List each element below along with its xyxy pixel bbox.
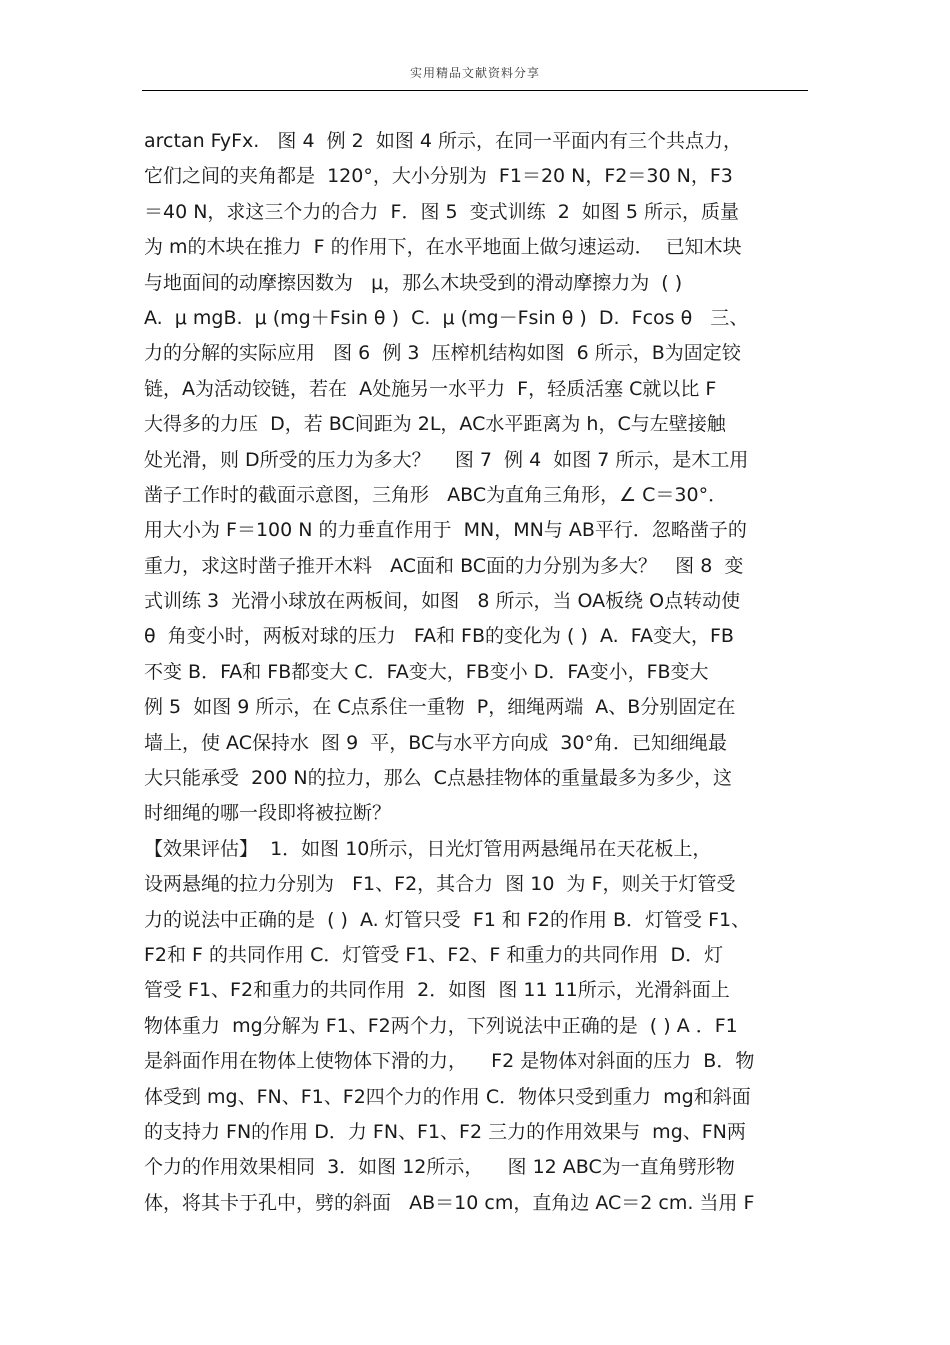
text-line: 管受 F1、F2和重力的共同作用 2．如图 图 11 11所示，光滑斜面上 <box>144 979 730 1002</box>
text-line: 用大小为 F＝100 N 的力垂直作用于 MN，MN与 AB平行．忽略凿子的 <box>144 519 747 542</box>
text-line: 凿子工作时的截面示意图，三角形 ABC为直角三角形，∠ C＝30°． <box>144 483 728 506</box>
text-line: 与地面间的动摩擦因数为 μ，那么木块受到的滑动摩擦力为 ( ) <box>144 271 683 294</box>
document-body <box>144 124 812 1221</box>
text-line: 式训练 3 光滑小球放在两板间，如图 8 所示，当 OA板绕 O点转动使 <box>144 590 741 613</box>
text-line: 它们之间的夹角都是 120°，大小分别为 F1＝20 N，F2＝30 N，F3 <box>144 165 733 188</box>
text-line: 体受到 mg、FN、F1、F2四个力的作用 C．物体只受到重力 mg和斜面 <box>144 1085 751 1108</box>
text-line: 重力，求这时凿子推开木料 AC面和 BC面的力分别为多大？ 图 8 变 <box>144 554 744 577</box>
text-line: 物体重力 mg分解为 F1、F2两个力，下列说法中正确的是 ( ) A ．F1 <box>144 1014 738 1037</box>
text-line: ＝40 N，求这三个力的合力 F．图 5 变式训练 2 如图 5 所示，质量 <box>144 200 740 223</box>
text-line: F2和 F 的共同作用 C．灯管受 F1、F2、F 和重力的共同作用 D．灯 <box>144 943 724 966</box>
text-line: 是斜面作用在物体上使物体下滑的力， F2 是物体对斜面的压力 B．物 <box>144 1050 755 1073</box>
text-line: 大得多的力压 D，若 BC间距为 2L，AC水平距离为 h，C与左壁接触 <box>144 413 726 436</box>
text-line: 链，A为活动铰链，若在 A处施另一水平力 F，轻质活塞 C就以比 F <box>144 377 717 400</box>
page-header: 实用精品文献资料分享 <box>409 66 540 80</box>
text-line: 为 m的木块在推力 F 的作用下，在水平地面上做匀速运动． 已知木块 <box>144 236 742 259</box>
text-line: 体，将其卡于孔中，劈的斜面 AB＝10 cm，直角边 AC＝2 cm. 当用 F <box>144 1191 755 1214</box>
text-line: 墙上，使 AC保持水 图 9 平，BC与水平方向成 30°角．已知细绳最 <box>144 731 727 754</box>
text-line: 时细绳的哪一段即将被拉断？ <box>144 802 392 825</box>
text-line: 力的说法中正确的是 ( ) A. 灯管只受 F1 和 F2的作用 B．灯管受 F1、 <box>144 908 751 931</box>
text-line: 力的分解的实际应用 图 6 例 3 压榨机结构如图 6 所示，B为固定铰 <box>144 342 741 365</box>
text-line: 不变 B．FA和 FB都变大 C．FA变大，FB变小 D．FA变小，FB变大 <box>144 660 709 683</box>
text-line: θ 角变小时，两板对球的压力 FA和 FB的变化为 ( ) A. FA变大，FB <box>144 625 734 648</box>
text-line: 大只能承受 200 N的拉力，那么 C点悬挂物体的重量最多为多少，这 <box>144 767 732 790</box>
text-line: 【效果评估】 1．如图 10所示，日光灯管用两悬绳吊在天花板上， <box>144 837 712 860</box>
header-divider <box>142 90 808 91</box>
text-line: 个力的作用效果相同 3．如图 12所示， 图 12 ABC为一直角劈形物 <box>144 1156 735 1179</box>
text-line: A. μ mgB. μ (mg＋Fsin θ ) C. μ (mg－Fsin θ ) D. Fcos θ 三、 <box>144 306 749 329</box>
text-line: 处光滑，则 D所受的压力为多大？ 图 7 例 4 如图 7 所示，是木工用 <box>144 448 749 471</box>
text-line: 的支持力 FN的作用 D．力 FN、F1、F2 三力的作用效果与 mg、FN两 <box>144 1120 746 1143</box>
text-line: 设两悬绳的拉力分别为 F1、F2，其合力 图 10 为 F，则关于灯管受 <box>144 873 736 896</box>
text-line: arctan FyFx. 图 4 例 2 如图 4 所示，在同一平面内有三个共点力， <box>144 130 743 152</box>
text-line: 例 5 如图 9 所示，在 C点系住一重物 P，细绳两端 A、B分别固定在 <box>144 696 736 719</box>
